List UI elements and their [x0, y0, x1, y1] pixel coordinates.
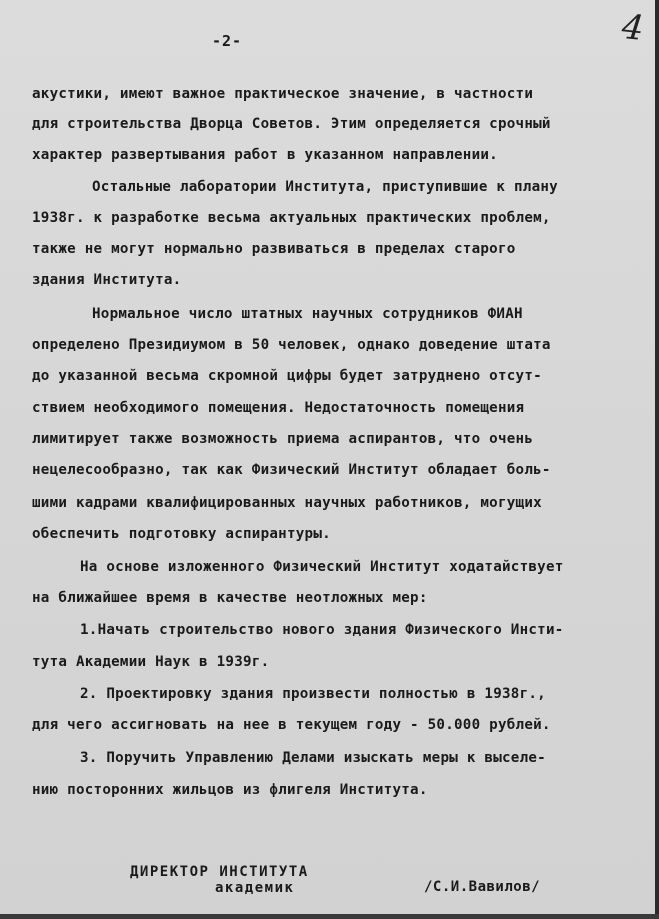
text-line: шими кадрами квалифицированных научных работников, могущих — [32, 495, 542, 511]
signature-name: /С.И.Вавилов/ — [424, 879, 541, 895]
text-line: На основе изложенного Физический Институт ходатайствует — [80, 559, 564, 575]
signature-title: ДИРЕКТОР ИНСТИТУТА — [130, 864, 309, 880]
text-line: Нормальное число штатных научных сотрудников ФИАН — [92, 306, 523, 322]
text-line: здания Института. — [32, 272, 182, 288]
handwritten-page-mark: 4 — [619, 6, 646, 50]
text-line: 2. Проектировку здания произвести полностью в 1938г., — [80, 686, 546, 702]
text-line: акустики, имеют важное практическое значение, в частности — [32, 86, 534, 102]
signature-rank: академик — [215, 880, 295, 896]
text-line: 1938г. к разработке весьма актуальных практических проблем, — [32, 210, 551, 226]
text-line: ствием необходимого помещения. Недостаточность помещения — [32, 400, 525, 416]
text-line: определено Президиумом в 50 человек, однако доведение штата — [32, 337, 551, 353]
text-line: нецелесообразно, так как Физический Институт обладает боль- — [32, 462, 551, 478]
text-line: для строительства Дворца Советов. Этим определяется срочный — [32, 116, 551, 132]
text-line: Остальные лаборатории Института, приступившие к плану — [92, 179, 558, 195]
text-line: нию посторонних жильцов из флигеля Института. — [32, 782, 428, 798]
text-line: характер развертывания работ в указанном направлении. — [32, 147, 498, 163]
text-line: для чего ассигновать на нее в текущем году - 50.000 рублей. — [32, 717, 551, 733]
text-line: до указанной весьма скромной цифры будет затруднено отсут- — [32, 368, 542, 384]
text-line: на ближайшее время в качестве неотложных мер: — [32, 590, 428, 606]
page-number: -2- — [212, 32, 243, 50]
text-line: 1.Начать строительство нового здания Физического Инсти- — [80, 622, 564, 638]
text-line: также не могут нормально развиваться в пределах старого — [32, 241, 516, 257]
text-line: тута Академии Наук в 1939г. — [32, 654, 270, 670]
scan-edge-bottom — [0, 914, 659, 919]
scan-edge-right — [655, 0, 659, 919]
text-line: обеспечить подготовку аспирантуры. — [32, 526, 331, 542]
text-line: лимитирует также возможность приема аспирантов, что очень — [32, 431, 534, 447]
text-line: 3. Поручить Управлению Делами изыскать меры к выселе- — [80, 750, 546, 766]
